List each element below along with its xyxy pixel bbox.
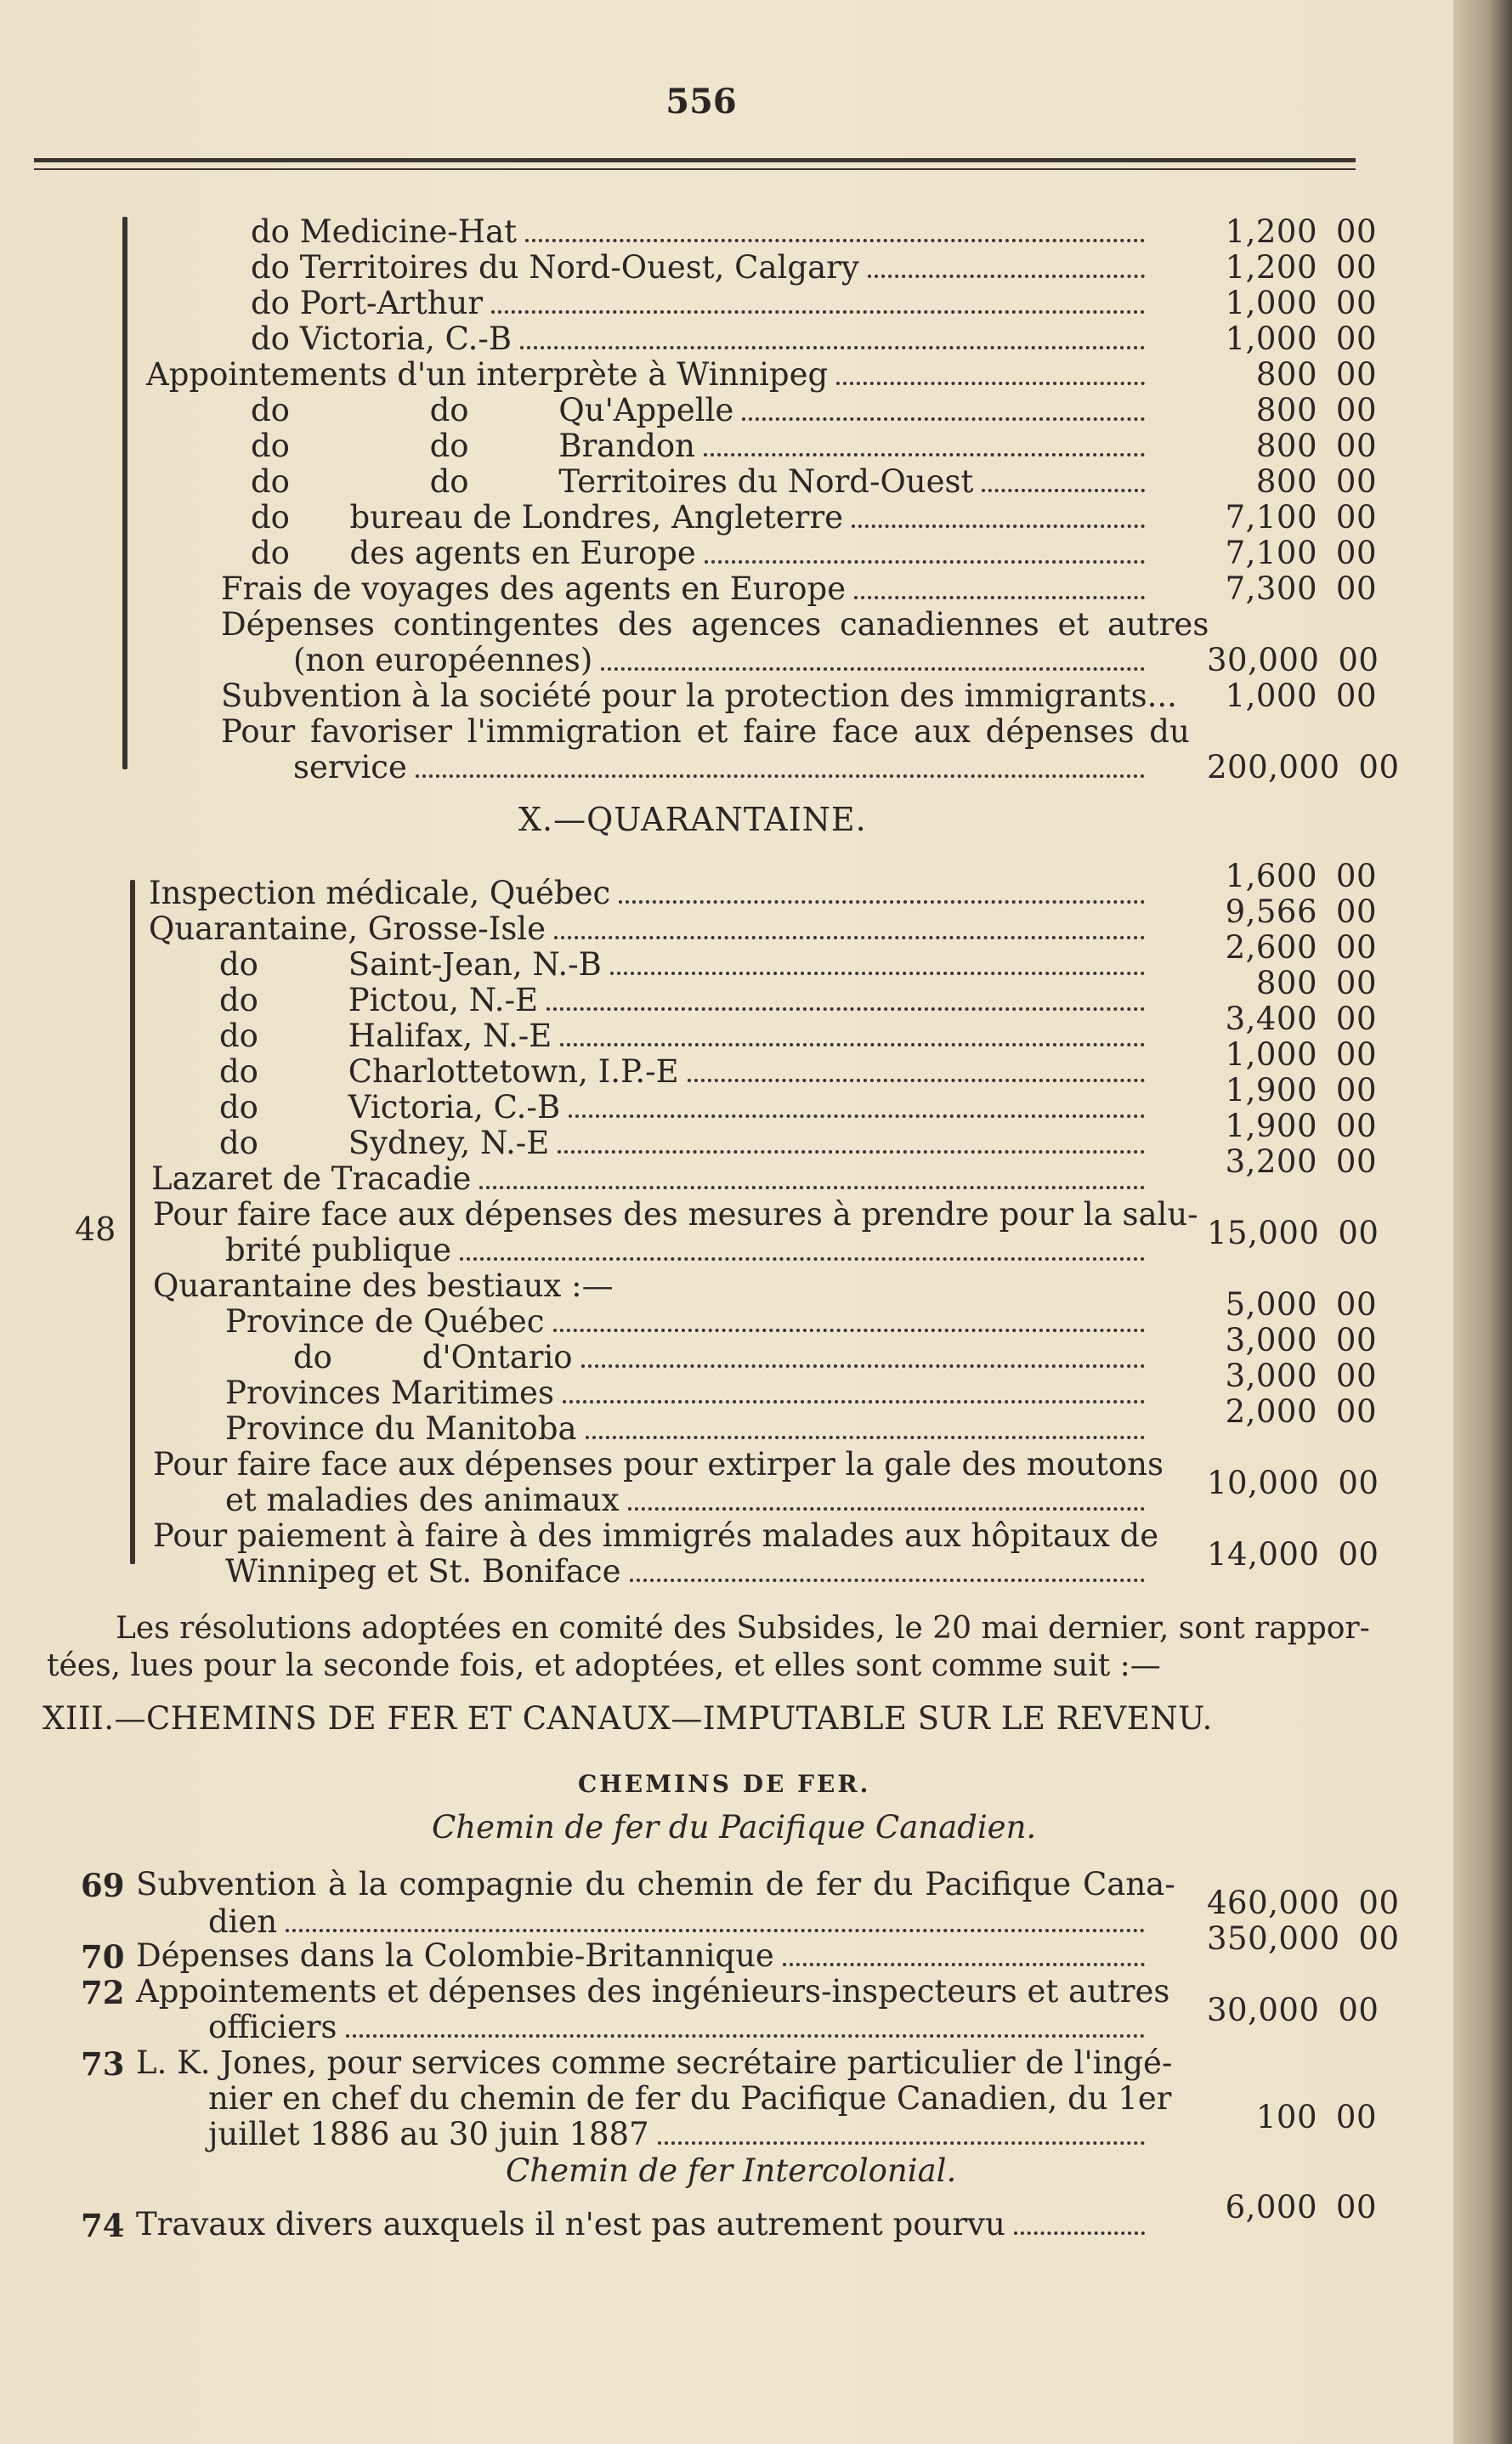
ledger-line [136, 1866, 1175, 1902]
line-amount: 800 00 [1255, 463, 1377, 500]
resolution-line-1: Les résolutions adoptées en comité des Subsides, le 20 mai dernier, sont rappor- [116, 1611, 1370, 1646]
line-text: do Sydney, N.-E [219, 1125, 550, 1161]
ledger-line [208, 2010, 1152, 2045]
ledger-line [293, 643, 1152, 678]
line-amount: 3,000 00 [1225, 1358, 1377, 1394]
line-amount: 14,000 00 [1207, 1536, 1379, 1573]
line-text: nier en chef du chemin de fer du Pacifique Canadien, du 1er [208, 2080, 1172, 2117]
header-rule-thick [34, 158, 1356, 162]
line-amount: 7,100 00 [1225, 499, 1377, 536]
dot-leader [525, 239, 1145, 242]
line-text: Pour faire face aux dépenses pour extirper la gale des moutons [153, 1446, 1164, 1483]
dot-leader [479, 1186, 1145, 1189]
ledger-line [146, 357, 1152, 393]
line-text: et maladies des animaux [225, 1482, 620, 1518]
dot-leader [1014, 2231, 1145, 2235]
dot-leader [601, 667, 1145, 671]
ledger-line [251, 286, 1152, 321]
item-number: 73 [81, 2045, 125, 2083]
line-text: Province du Manitoba [225, 1410, 577, 1447]
ledger-line [293, 1340, 1152, 1375]
line-amount: 9,566 00 [1225, 893, 1377, 930]
line-text: Frais de voyages des agents en Europe [221, 570, 847, 607]
line-text: Winnipeg et St. Boniface [225, 1553, 621, 1590]
line-text: Quarantaine des bestiaux :— [153, 1267, 614, 1304]
bracket [130, 880, 135, 1564]
line-text: Province de Québec [225, 1303, 545, 1340]
ledger-line [225, 1554, 1152, 1590]
line-amount: 1,900 00 [1225, 1072, 1377, 1109]
line-text: Pour favoriser l'immigration et faire face aux dépenses du [221, 713, 1190, 750]
dot-leader [982, 489, 1145, 492]
dot-leader [586, 1436, 1145, 1439]
line-amount: 1,200 00 [1225, 249, 1377, 286]
ledger-line [219, 947, 1152, 983]
dot-leader [836, 382, 1145, 385]
line-text: dien [208, 1903, 278, 1940]
line-text: do Saint-Jean, N.-B [219, 946, 602, 983]
line-amount: 3,200 00 [1225, 1143, 1377, 1180]
line-text: Travaux divers auxquels il n'est pas autrement pourvu [136, 2206, 1005, 2243]
resolution-line-2: tées, lues pour la seconde fois, et adoptées, et elles sont comme suit :— [47, 1648, 1161, 1683]
dot-leader [563, 1400, 1145, 1403]
line-amount: 5,000 00 [1225, 1286, 1377, 1323]
ledger-line [136, 2207, 1152, 2243]
line-text: do Pictou, N.-E [219, 982, 539, 1018]
ledger-line [149, 911, 1152, 947]
subheading-chemins-de-fer: CHEMINS DE FER. [578, 1770, 871, 1798]
ledger-line [219, 983, 1152, 1018]
dot-leader [491, 310, 1145, 314]
dot-leader [704, 453, 1145, 456]
section-heading-quarantaine: X.—QUARANTAINE. [518, 801, 867, 838]
line-amount: 1,000 00 [1225, 678, 1377, 714]
dot-leader [688, 1079, 1145, 1082]
line-text: Quarantaine, Grosse-Isle [149, 910, 546, 947]
ledger-line [225, 1233, 1152, 1268]
ledger-line [225, 1411, 1152, 1447]
header-rule-thin [34, 168, 1356, 170]
ledger-line [251, 214, 1152, 250]
line-text: do Port-Arthur [251, 285, 484, 321]
line-text: do Halifax, N.-E [219, 1018, 552, 1054]
dot-leader [520, 346, 1145, 349]
ledger-line [151, 1161, 1152, 1197]
line-amount: 2,000 00 [1225, 1393, 1377, 1430]
line-text: (non européennes) [293, 642, 593, 678]
line-amount: 7,100 00 [1225, 535, 1377, 571]
line-text: Subvention à la compagnie du chemin de fer du Pacifique Cana- [136, 1866, 1175, 1902]
line-amount: 350,000 00 [1207, 1920, 1400, 1957]
item-number: 74 [81, 2207, 125, 2244]
ledger-line [251, 321, 1152, 357]
ledger-line [153, 1268, 1152, 1304]
line-text: do bureau de Londres, Angleterre [251, 499, 844, 536]
page-number: 556 [665, 82, 737, 122]
item-number: 70 [81, 1938, 125, 1976]
line-amount: 800 00 [1255, 392, 1377, 428]
dot-leader [286, 1929, 1145, 1932]
line-text: Subvention à la société pour la protection des immigrants... [221, 678, 1177, 714]
dot-leader [581, 1364, 1145, 1368]
line-amount: 460,000 00 [1207, 1885, 1400, 1921]
line-amount: 200,000 00 [1207, 749, 1400, 785]
dot-leader [569, 1114, 1145, 1118]
ledger-line [225, 1304, 1152, 1340]
line-amount: 30,000 00 [1207, 1992, 1379, 2028]
ledger-line [149, 876, 1152, 911]
dot-leader [742, 417, 1145, 421]
dot-leader [460, 1257, 1145, 1261]
line-text: do do Brandon [251, 428, 695, 464]
line-text: service [293, 749, 407, 785]
line-amount: 15,000 00 [1207, 1215, 1379, 1251]
dot-leader [546, 1007, 1145, 1011]
dot-leader [619, 900, 1145, 904]
ledger-line [208, 2080, 1172, 2117]
ledger-line [208, 1904, 1152, 1940]
ledger-line [219, 1018, 1152, 1054]
dot-leader [416, 774, 1145, 778]
dot-leader [610, 972, 1145, 975]
line-amount: 800 00 [1255, 965, 1377, 1001]
item-number: 69 [81, 1867, 125, 1904]
line-amount: 10,000 00 [1207, 1465, 1379, 1501]
ledger-line [136, 1973, 1170, 2010]
dot-leader [868, 275, 1145, 278]
ledger-line [219, 1054, 1152, 1090]
ledger-line [251, 500, 1152, 536]
dot-leader [346, 2034, 1145, 2038]
vote-number: 48 [75, 1211, 116, 1248]
line-text: Appointements d'un interprète à Winnipeg [146, 356, 829, 393]
line-text: Dépenses contingentes des agences canadiennes et autres [221, 606, 1209, 643]
line-text: do do Territoires du Nord-Ouest [251, 463, 974, 500]
line-amount: 1,600 00 [1225, 858, 1377, 894]
line-text: Inspection médicale, Québec [149, 875, 611, 911]
ledger-line [153, 1517, 1159, 1554]
ledger-line [293, 750, 1152, 785]
line-text: do Charlottetown, I.P.-E [219, 1053, 679, 1090]
ledger-line [219, 1090, 1152, 1126]
line-amount: 3,000 00 [1225, 1322, 1377, 1358]
dot-leader [554, 936, 1145, 939]
line-amount: 100 00 [1255, 2099, 1377, 2135]
line-amount: 30,000 00 [1207, 642, 1379, 678]
line-amount: 3,400 00 [1225, 1001, 1377, 1037]
ledger-line [153, 1446, 1164, 1483]
line-text: Dépenses dans la Colombie-Britannique [136, 1937, 774, 1974]
ledger-line [251, 250, 1152, 286]
line-amount: 2,600 00 [1225, 929, 1377, 966]
book-spine [1453, 0, 1512, 2444]
line-amount: 1,000 00 [1225, 320, 1377, 357]
line-amount: 1,000 00 [1225, 1036, 1377, 1073]
line-text: do Victoria, C.-B [219, 1089, 561, 1126]
dot-leader [705, 560, 1145, 564]
ledger-line [251, 393, 1152, 428]
subtitle-pacifique: Chemin de fer du Pacifique Canadien. [432, 1809, 1037, 1846]
dot-leader [783, 1963, 1145, 1966]
dot-leader [854, 596, 1145, 599]
ledger-line [221, 571, 1152, 607]
line-text: do Medicine-Hat [251, 213, 518, 250]
line-amount: 6,000 00 [1225, 2189, 1377, 2226]
dot-leader [630, 1579, 1146, 1582]
dot-leader [558, 1150, 1145, 1154]
line-text: do Victoria, C.-B [251, 320, 512, 357]
ledger-line [251, 536, 1152, 571]
ledger-line [153, 1196, 1198, 1233]
ledger-line [225, 1483, 1152, 1518]
ledger-line [219, 1126, 1152, 1161]
ledger-line [136, 1938, 1152, 1974]
line-amount: 800 00 [1255, 356, 1377, 393]
dot-leader [628, 1507, 1145, 1511]
section-heading-chemins: XIII.—CHEMINS DE FER ET CANAUX—IMPUTABLE SUR LE REVENU. [42, 1700, 1213, 1737]
line-text: brité publique [225, 1232, 452, 1268]
line-text: do des agents en Europe [251, 535, 696, 571]
line-text: do Territoires du Nord-Ouest, Calgary [251, 249, 859, 286]
ledger-line [208, 2117, 1152, 2152]
line-text: officiers [208, 2009, 337, 2045]
ledger-line [251, 428, 1152, 464]
line-text: Pour paiement à faire à des immigrés malades aux hôpitaux de [153, 1517, 1159, 1554]
line-text: Pour faire face aux dépenses des mesures à prendre pour la salu- [153, 1196, 1198, 1233]
ledger-line [136, 2044, 1173, 2081]
line-amount: 1,200 00 [1225, 213, 1377, 250]
dot-leader [553, 1329, 1145, 1332]
line-text: do d'Ontario [293, 1339, 573, 1375]
line-text: juillet 1886 au 30 juin 1887 [208, 2116, 649, 2152]
line-amount: 1,000 00 [1225, 285, 1377, 321]
ledger-line [221, 678, 1177, 714]
line-text: Appointements et dépenses des ingénieurs-inspecteurs et autres [136, 1973, 1170, 2010]
ledger-line [251, 464, 1152, 500]
ledger-line [221, 606, 1209, 643]
item-number: 72 [81, 1974, 125, 2011]
dot-leader [560, 1043, 1145, 1046]
line-text: Provinces Maritimes [225, 1375, 554, 1411]
dot-leader [658, 2141, 1145, 2145]
line-text: L. K. Jones, pour services comme secrétaire particulier de l'ingé- [136, 2044, 1173, 2081]
line-text: do do Qu'Appelle [251, 392, 734, 428]
ledger-line [225, 1375, 1152, 1411]
ledger-line [221, 713, 1190, 750]
line-text: Lazaret de Tracadie [151, 1160, 472, 1197]
dot-leader [852, 525, 1145, 528]
line-amount: 800 00 [1255, 428, 1377, 464]
bracket [122, 217, 127, 769]
line-amount: 1,900 00 [1225, 1108, 1377, 1144]
line-amount: 7,300 00 [1225, 570, 1377, 607]
subtitle-intercolonial: Chemin de fer Intercolonial. [506, 2152, 957, 2189]
